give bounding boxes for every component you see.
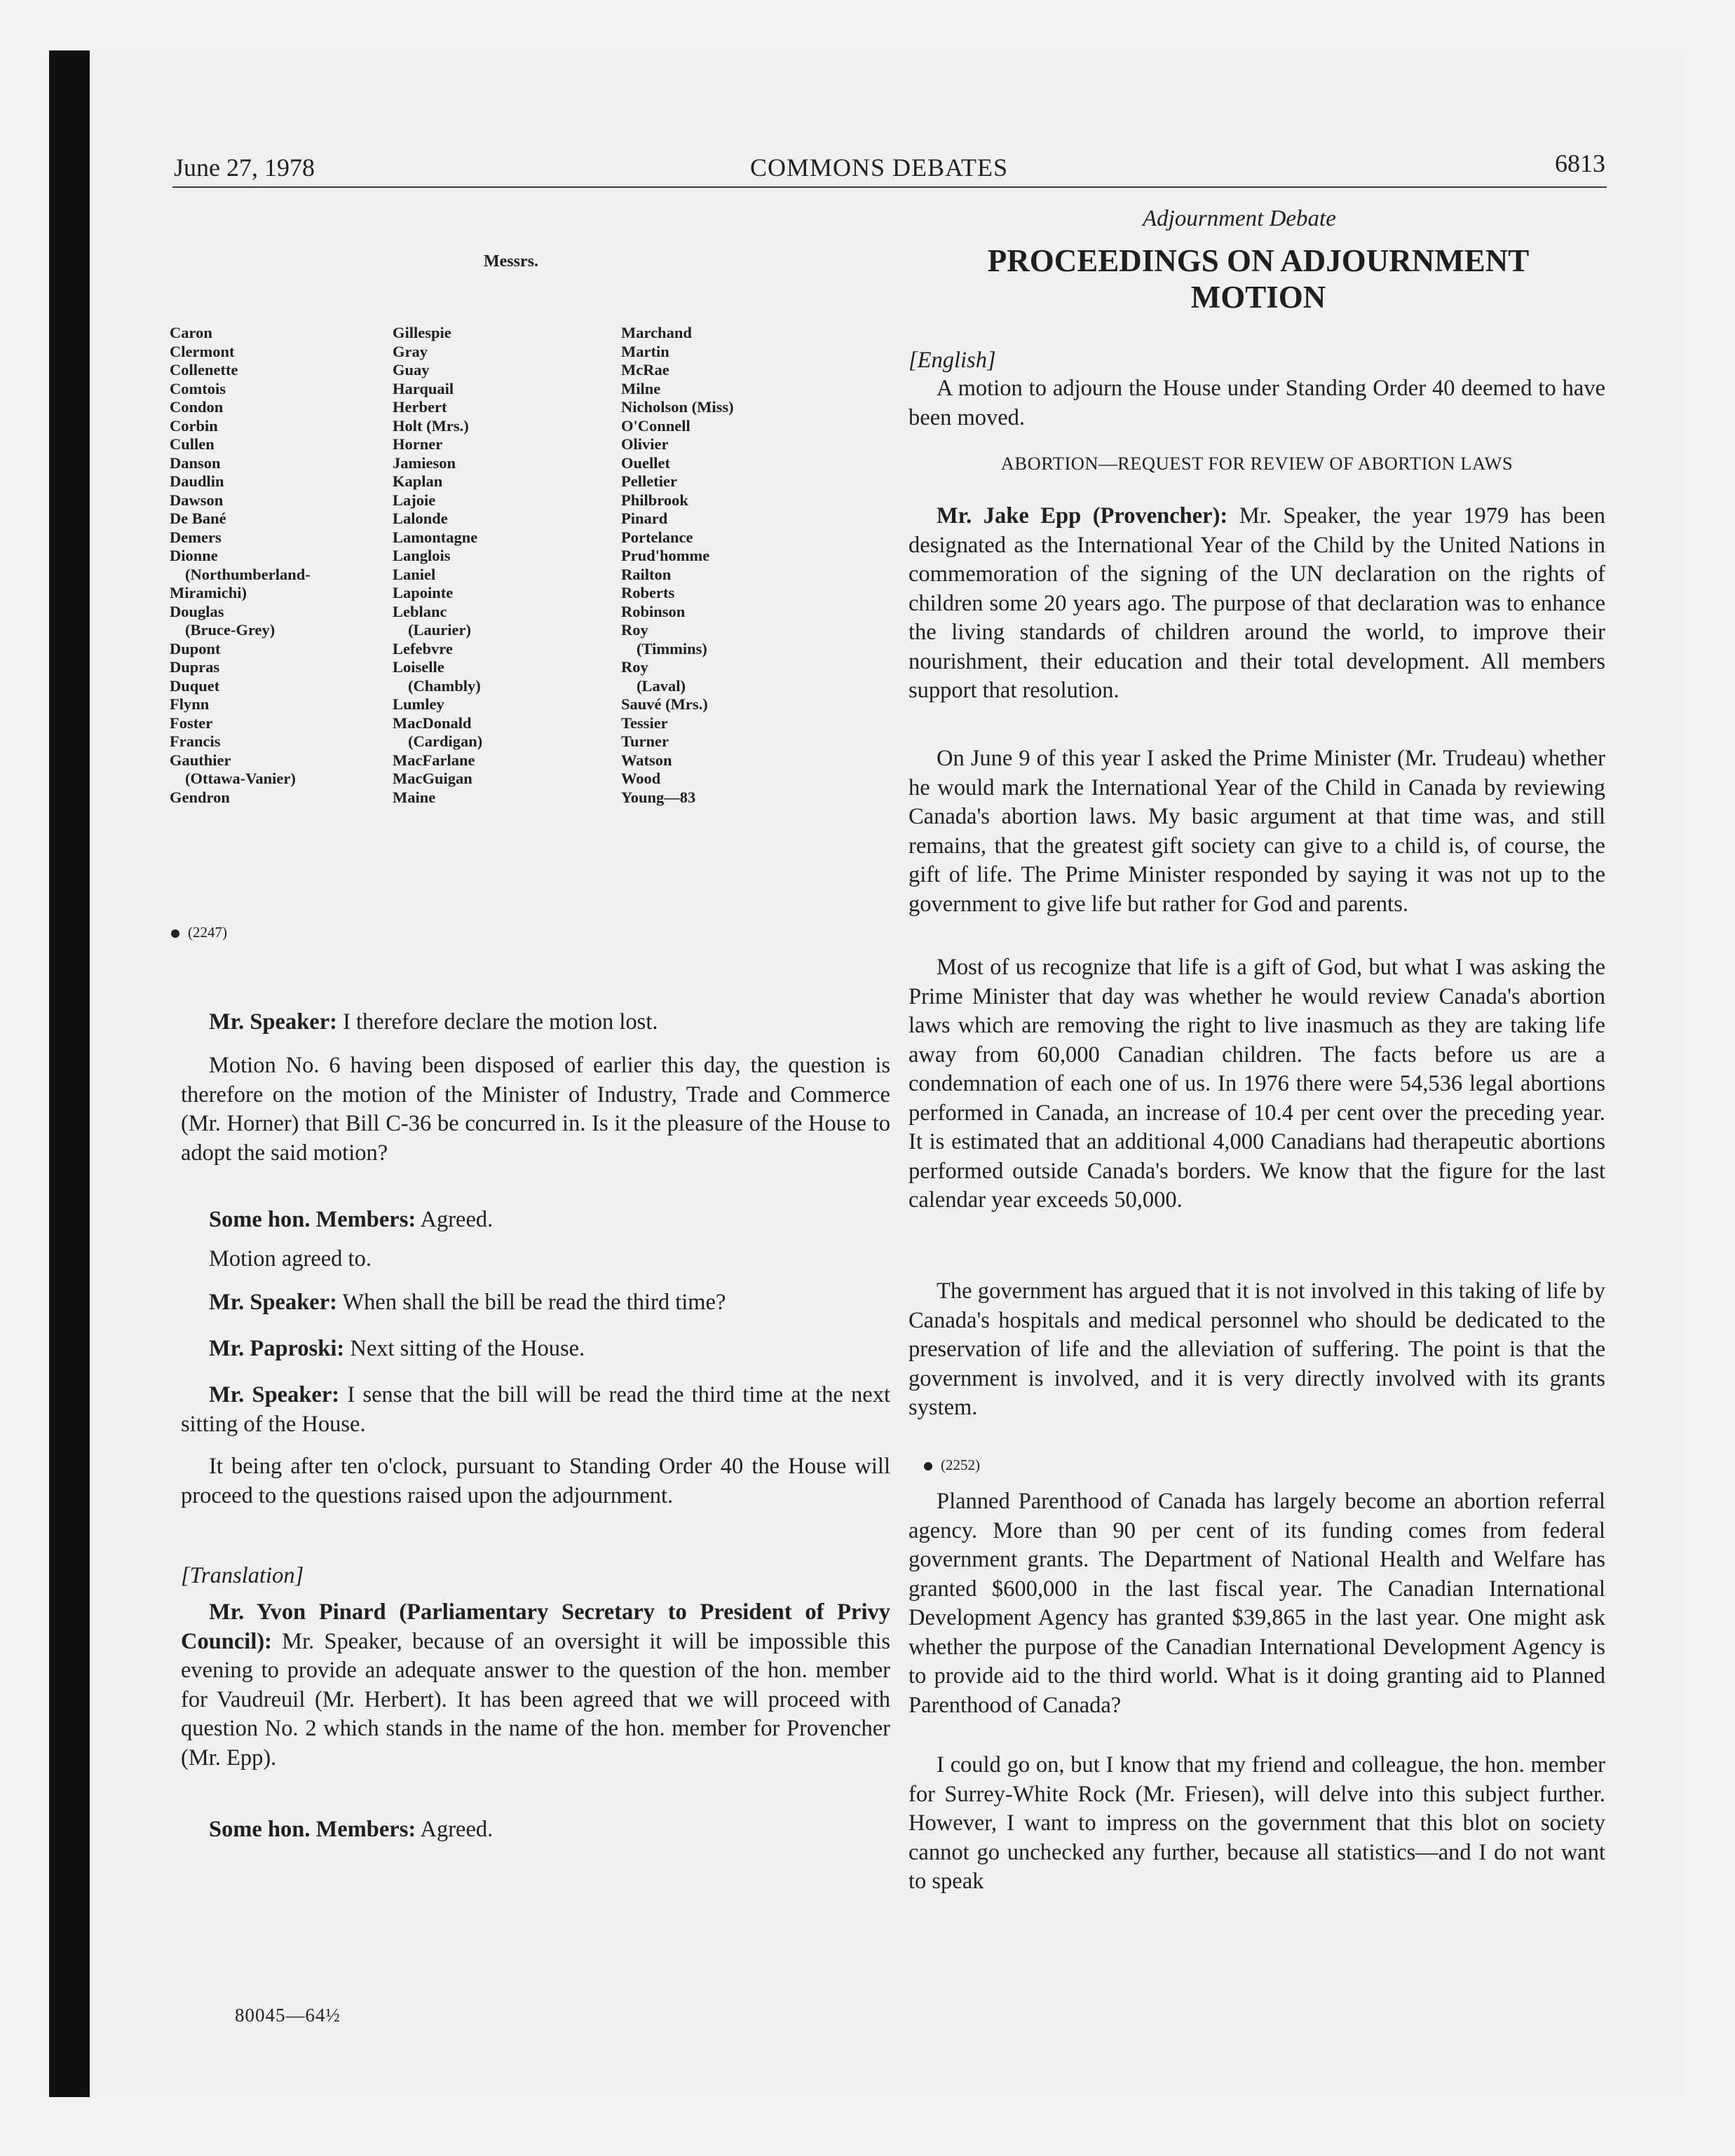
member-name: Duquet <box>170 676 220 695</box>
member-name: Dupont <box>170 639 221 657</box>
member-name: Danson <box>170 453 221 472</box>
member-name: (Timmins) <box>637 639 707 657</box>
right-paragraph <box>909 953 1605 1215</box>
right-paragraph <box>909 744 1605 919</box>
vote-list-heading: Messrs. <box>484 252 538 271</box>
member-name: Foster <box>170 714 213 732</box>
header-title: COMMONS DEBATES <box>750 153 1009 182</box>
vote-list-column-1 <box>170 324 311 807</box>
member-name: McRae <box>621 361 669 378</box>
member-name: Cullen <box>170 435 215 453</box>
speaker-name: Mr. Speaker: <box>209 1290 337 1315</box>
member-name: (Ottawa-Vanier) <box>185 770 296 787</box>
member-name: Herbert <box>393 398 447 416</box>
member-name: Jamieson <box>393 453 456 472</box>
right-paragraph <box>909 1487 1605 1720</box>
speaker-name: Mr. Speaker: <box>209 1009 337 1035</box>
vote-list-column-3 <box>621 324 734 807</box>
paragraph-text: Most of us recognize that life is a gift of God, but what I was asking the Prime Minister that day was whether he would review Canada's abortion laws which are removing the right to live inasmuch as they are taking life away from 60,000 Canadian children. The facts before us are a condemnation of each one of us. In 1976 there were 54,536 legal abortions performed in Canada, an increase of 10.4 per cent over the preceding year. It is estimated that an additional 4,000 Canadians had therapeutic abortions performed outside Canada's borders. We know that the figure for the last calendar year exceeds 50,000. <box>909 955 1605 1213</box>
member-name: Dupras <box>170 658 220 676</box>
speaker-name: Some hon. Members: <box>209 1817 416 1842</box>
member-name: Young—83 <box>621 788 696 806</box>
member-name: Holt (Mrs.) <box>393 416 469 435</box>
footer-code: 80045—64½ <box>235 2005 341 2026</box>
member-name: Flynn <box>170 695 210 713</box>
time-marker-label: (2247) <box>188 924 227 941</box>
page-number: 6813 <box>1555 149 1605 177</box>
member-name: Roy <box>621 621 648 639</box>
speaker-name: Mr. Jake Epp (Provencher): <box>937 503 1228 528</box>
member-name: Roy <box>621 658 648 676</box>
section-subhead: Adjournment Debate <box>1143 206 1336 231</box>
paragraph-text: It being after ten o'clock, pursuant to Standing Order 40 the House will proceed to the questions raised upon the adjournment. <box>181 1454 890 1508</box>
member-name: (Cardigan) <box>408 732 483 750</box>
member-name: Lalonde <box>393 510 448 527</box>
member-name: Sauvé (Mrs.) <box>621 695 708 713</box>
member-name: Francis <box>170 732 221 750</box>
member-name: MacDonald <box>393 714 472 732</box>
speech-text: Next sitting of the House. <box>350 1336 585 1361</box>
member-name: MacFarlane <box>393 751 475 769</box>
member-name: Gauthier <box>170 751 231 769</box>
member-name: (Northumberland- <box>185 565 311 583</box>
speaker-name: Mr. Paproski: <box>209 1336 345 1361</box>
paragraph-text: A motion to adjourn the House under Standing Order 40 deemed to have been moved. <box>909 376 1605 430</box>
speech-text: Agreed. <box>420 1207 494 1232</box>
paragraph-text: Planned Parenthood of Canada has largely become an abortion referral agency. More than 90 per cent of its funding comes from federal government grants. The Department of National Health and Welfare has granted $600,000 in the last fiscal year. The Canadian International Development Agency has granted $39,865 in the last year. One might ask whether the purpose of the Canadian International Development Agency is to provide aid to the third world. What is it doing granting aid to Planned Parenthood of Canada? <box>909 1489 1605 1718</box>
right-paragraph <box>909 374 1605 432</box>
left-paragraph <box>181 1206 890 1235</box>
paragraph-text: I could go on, but I know that my friend and colleague, the hon. member for Surrey-White Rock (Mr. Friesen), will delve into this subject further. However, I want to impress on the government that this blot on society cannot go unchecked any further, because all statistics—and I do not want to speak <box>909 1752 1605 1894</box>
member-name: MacGuigan <box>393 770 472 787</box>
member-name: Tessier <box>621 714 668 732</box>
member-name: Harquail <box>393 379 454 397</box>
speaker-name: Mr. Speaker: <box>209 1382 340 1407</box>
member-name: Lajoie <box>393 491 436 509</box>
speech-text: I therefore declare the motion lost. <box>343 1009 658 1035</box>
member-name: Wood <box>621 770 661 787</box>
member-name: Martin <box>621 342 669 360</box>
time-marker <box>171 924 227 941</box>
member-name: Laniel <box>393 565 436 583</box>
member-name: Dawson <box>170 491 224 509</box>
member-name: Condon <box>170 398 224 416</box>
member-name: Daudlin <box>170 472 224 490</box>
member-name: (Bruce-Grey) <box>185 621 275 639</box>
paragraph-text: The government has argued that it is not involved in this taking of life by Canada's hospitals and medical personnel who should be dedicated to the preservation of life and the alleviation of suffering. The point is that the government is involved, and it is very directly involved with its grants system. <box>909 1278 1605 1420</box>
speech-text: I sense that the bill will be read the third time at the next sitting of the House. <box>181 1382 890 1437</box>
member-name: Guay <box>393 361 430 378</box>
member-name: Pinard <box>621 510 668 527</box>
member-name: (Chambly) <box>408 676 481 695</box>
member-name: Gendron <box>170 788 230 806</box>
member-name: Lumley <box>393 695 444 713</box>
member-name: Turner <box>621 732 669 750</box>
bullet-icon <box>171 929 179 938</box>
member-name: Maine <box>393 788 436 806</box>
member-name: Gray <box>393 342 428 360</box>
member-name: Lamontagne <box>393 528 478 546</box>
member-name: Olivier <box>621 435 669 453</box>
speaker-name: Some hon. Members: <box>209 1207 416 1232</box>
paragraph-text: On June 9 of this year I asked the Prime Minister (Mr. Trudeau) whether he would mark the International Year of the Child in Canada by reviewing Canada's abortion laws. My basic argument at that time was, and still remains, that the greatest gift society can give to a child is, of course, the gift of life. The Prime Minister responded by saying it was not up to the government to give life but rather for God and parents. <box>909 746 1605 917</box>
bullet-icon <box>924 1462 932 1471</box>
translation-label: [Translation] <box>181 1563 304 1588</box>
member-name: Lapointe <box>393 584 454 601</box>
member-name: Prud'homme <box>621 547 710 564</box>
member-name: Caron <box>170 324 212 341</box>
member-name: Milne <box>621 379 661 397</box>
member-name: Comtois <box>170 379 226 397</box>
member-name: Kaplan <box>393 472 443 490</box>
member-name: Loiselle <box>393 658 444 676</box>
member-name: Roberts <box>621 584 675 601</box>
english-label: [English] <box>909 348 996 373</box>
member-name: De Bané <box>170 510 226 527</box>
left-paragraph <box>181 1051 890 1168</box>
topic-title: ABORTION—REQUEST FOR REVIEW OF ABORTION LAWS <box>1000 453 1513 474</box>
left-paragraph <box>181 1335 890 1364</box>
speech-text: Mr. Speaker, the year 1979 has been designated as the International Year of the Child by the United Nations in commemoration of the signing of the UN declaration on the rights of children some 20 years ago. The purpose of that declaration was to enhance the living standards of children around the world, to improve their nourishment, their education and their total development. All members support that resolution. <box>909 503 1605 703</box>
member-name: Philbrook <box>621 491 688 509</box>
member-name: Demers <box>170 528 222 546</box>
member-name: Nicholson (Miss) <box>621 398 734 416</box>
speech-text: Mr. Speaker, because of an oversight it will be impossible this evening to provide an adequate answer to the question of the hon. member for Vaudreuil (Mr. Herbert). It has been agreed that we will proceed with question No. 2 which stands in the name of the hon. member for Provencher (Mr. Epp). <box>181 1628 890 1770</box>
member-name: Clermont <box>170 342 235 360</box>
paragraph-text: Motion agreed to. <box>209 1246 372 1271</box>
member-name: Dionne <box>170 547 218 564</box>
member-name: Horner <box>393 435 443 453</box>
member-name: Railton <box>621 565 672 583</box>
member-name: Collenette <box>170 361 238 378</box>
speech-text: When shall the bill be read the third time? <box>342 1290 726 1315</box>
speech-text: Agreed. <box>420 1817 494 1842</box>
scan-border <box>49 50 90 2097</box>
header-rule <box>172 186 1607 188</box>
header-date: June 27, 1978 <box>174 153 315 182</box>
member-name: Miramichi) <box>170 584 247 601</box>
member-name: Watson <box>621 751 672 769</box>
member-name: Portelance <box>621 528 693 546</box>
left-paragraph <box>181 1245 890 1274</box>
time-marker <box>924 1456 980 1474</box>
member-name: Leblanc <box>393 602 447 620</box>
left-paragraph <box>181 1598 890 1773</box>
time-marker-label: (2252) <box>941 1456 980 1473</box>
left-paragraph <box>181 1815 890 1845</box>
left-paragraph <box>181 1288 890 1318</box>
member-name: Robinson <box>621 602 686 620</box>
right-paragraph <box>909 1751 1605 1897</box>
section-title: PROCEEDINGS ON ADJOURNMENT MOTION <box>987 243 1530 315</box>
member-name: Douglas <box>170 602 224 620</box>
member-name: Corbin <box>170 416 218 435</box>
right-paragraph <box>909 502 1605 706</box>
member-name: O'Connell <box>621 416 690 435</box>
member-name: Lefebvre <box>393 639 453 657</box>
left-paragraph <box>181 1452 890 1510</box>
member-name: Ouellet <box>621 453 670 472</box>
paragraph-text: Motion No. 6 having been disposed of earlier this day, the question is therefore on the motion of the Minister of Industry, Trade and Commerce (Mr. Horner) that Bill C-36 be concurred in. Is it the pleasure of the House to adopt the said motion? <box>181 1053 890 1166</box>
speaker-name: Mr. Yvon Pinard (Parliamentary Secretary to President of Privy Council): <box>181 1599 890 1654</box>
member-name: (Laurier) <box>408 621 471 639</box>
member-name: Marchand <box>621 324 692 341</box>
right-paragraph <box>909 1277 1605 1423</box>
member-name: Gillespie <box>393 324 451 341</box>
member-name: Langlois <box>393 547 451 564</box>
member-name: Pelletier <box>621 472 677 490</box>
vote-list-column-2 <box>393 324 482 807</box>
left-paragraph <box>181 1381 890 1439</box>
left-paragraph <box>181 1008 890 1037</box>
member-name: (Laval) <box>637 676 686 695</box>
